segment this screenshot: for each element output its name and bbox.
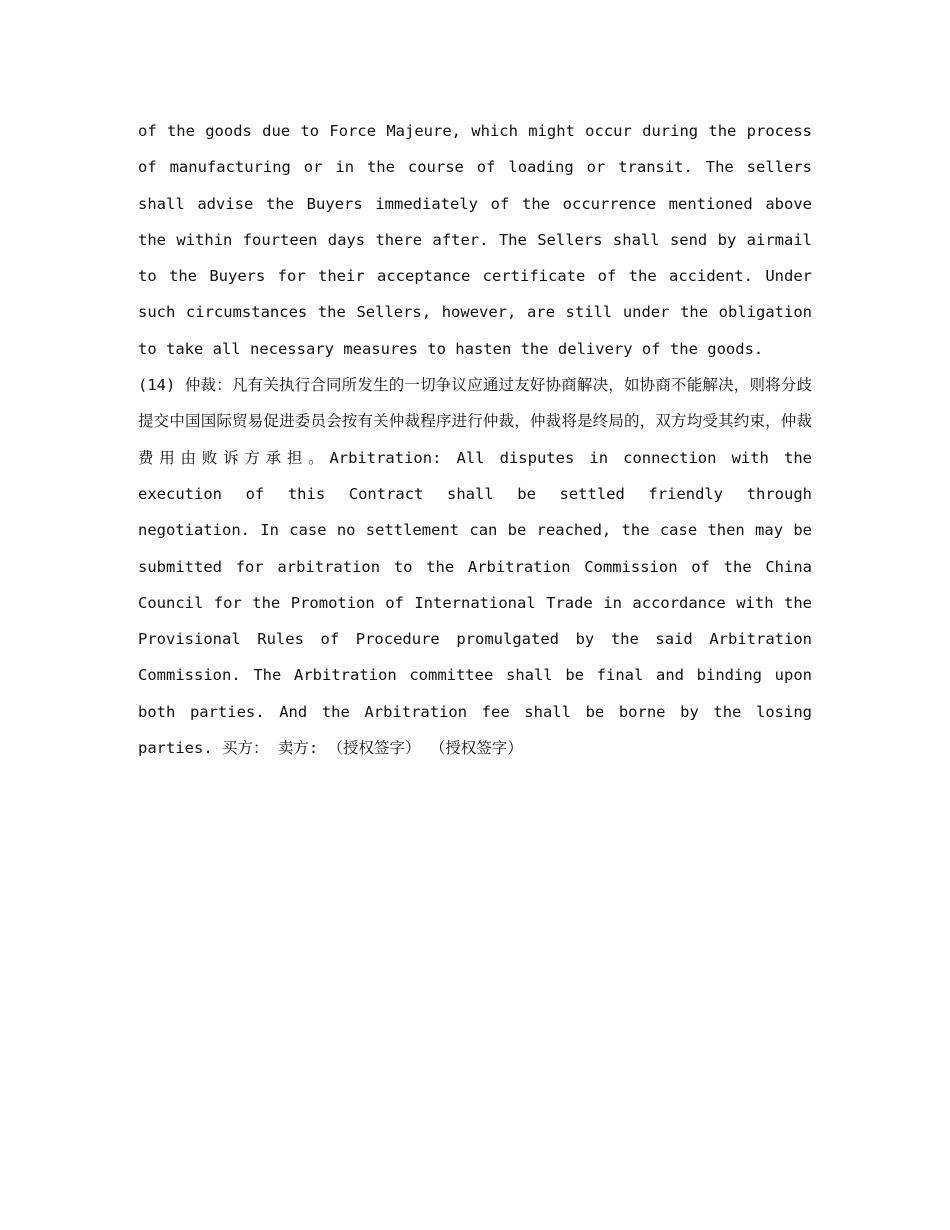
signature-line: 买方： 卖方: （授权签字） （授权签字）: [222, 739, 523, 758]
arbitration-paragraph: [138, 367, 812, 766]
arbitration-clause-text: (14) 仲裁：凡有关执行合同所发生的一切争议应通过友好协商解决，如协商不能解决，则将分歧提交中国国际贸易促进委员会按有关仲裁程序进行仲裁，仲裁将是终局的，双方均受其约束，仲裁费用由败诉方承担。Arbitration: All disputes in connection with the execution of this Contract shall be settled friendly through negotiation. In case no settlement can be reached, the case then may be submitted for arbitration to the Arbitration Commission of the China Council for the Promotion of International Trade in accordance with the Provisional Rules of Procedure promulgated by the said Arbitration Commission. The Arbitration committee shall be final and binding upon both parties. And the Arbitration fee shall be borne by the losing parties.: [138, 376, 812, 758]
contract-text-block: [138, 113, 812, 766]
force-majeure-paragraph: of the goods due to Force Majeure, which might occur during the process of manufacturing or in the course of loading or transit. The sellers shall advise the Buyers immediately of the occurrence mentioned above the within fourteen days there after. The Sellers shall send by airmail to the Buyers for their acceptance certificate of the accident. Under such circumstances the Sellers, however, are still under the obligation to take all necessary measures to hasten the delivery of the goods.: [138, 122, 812, 358]
